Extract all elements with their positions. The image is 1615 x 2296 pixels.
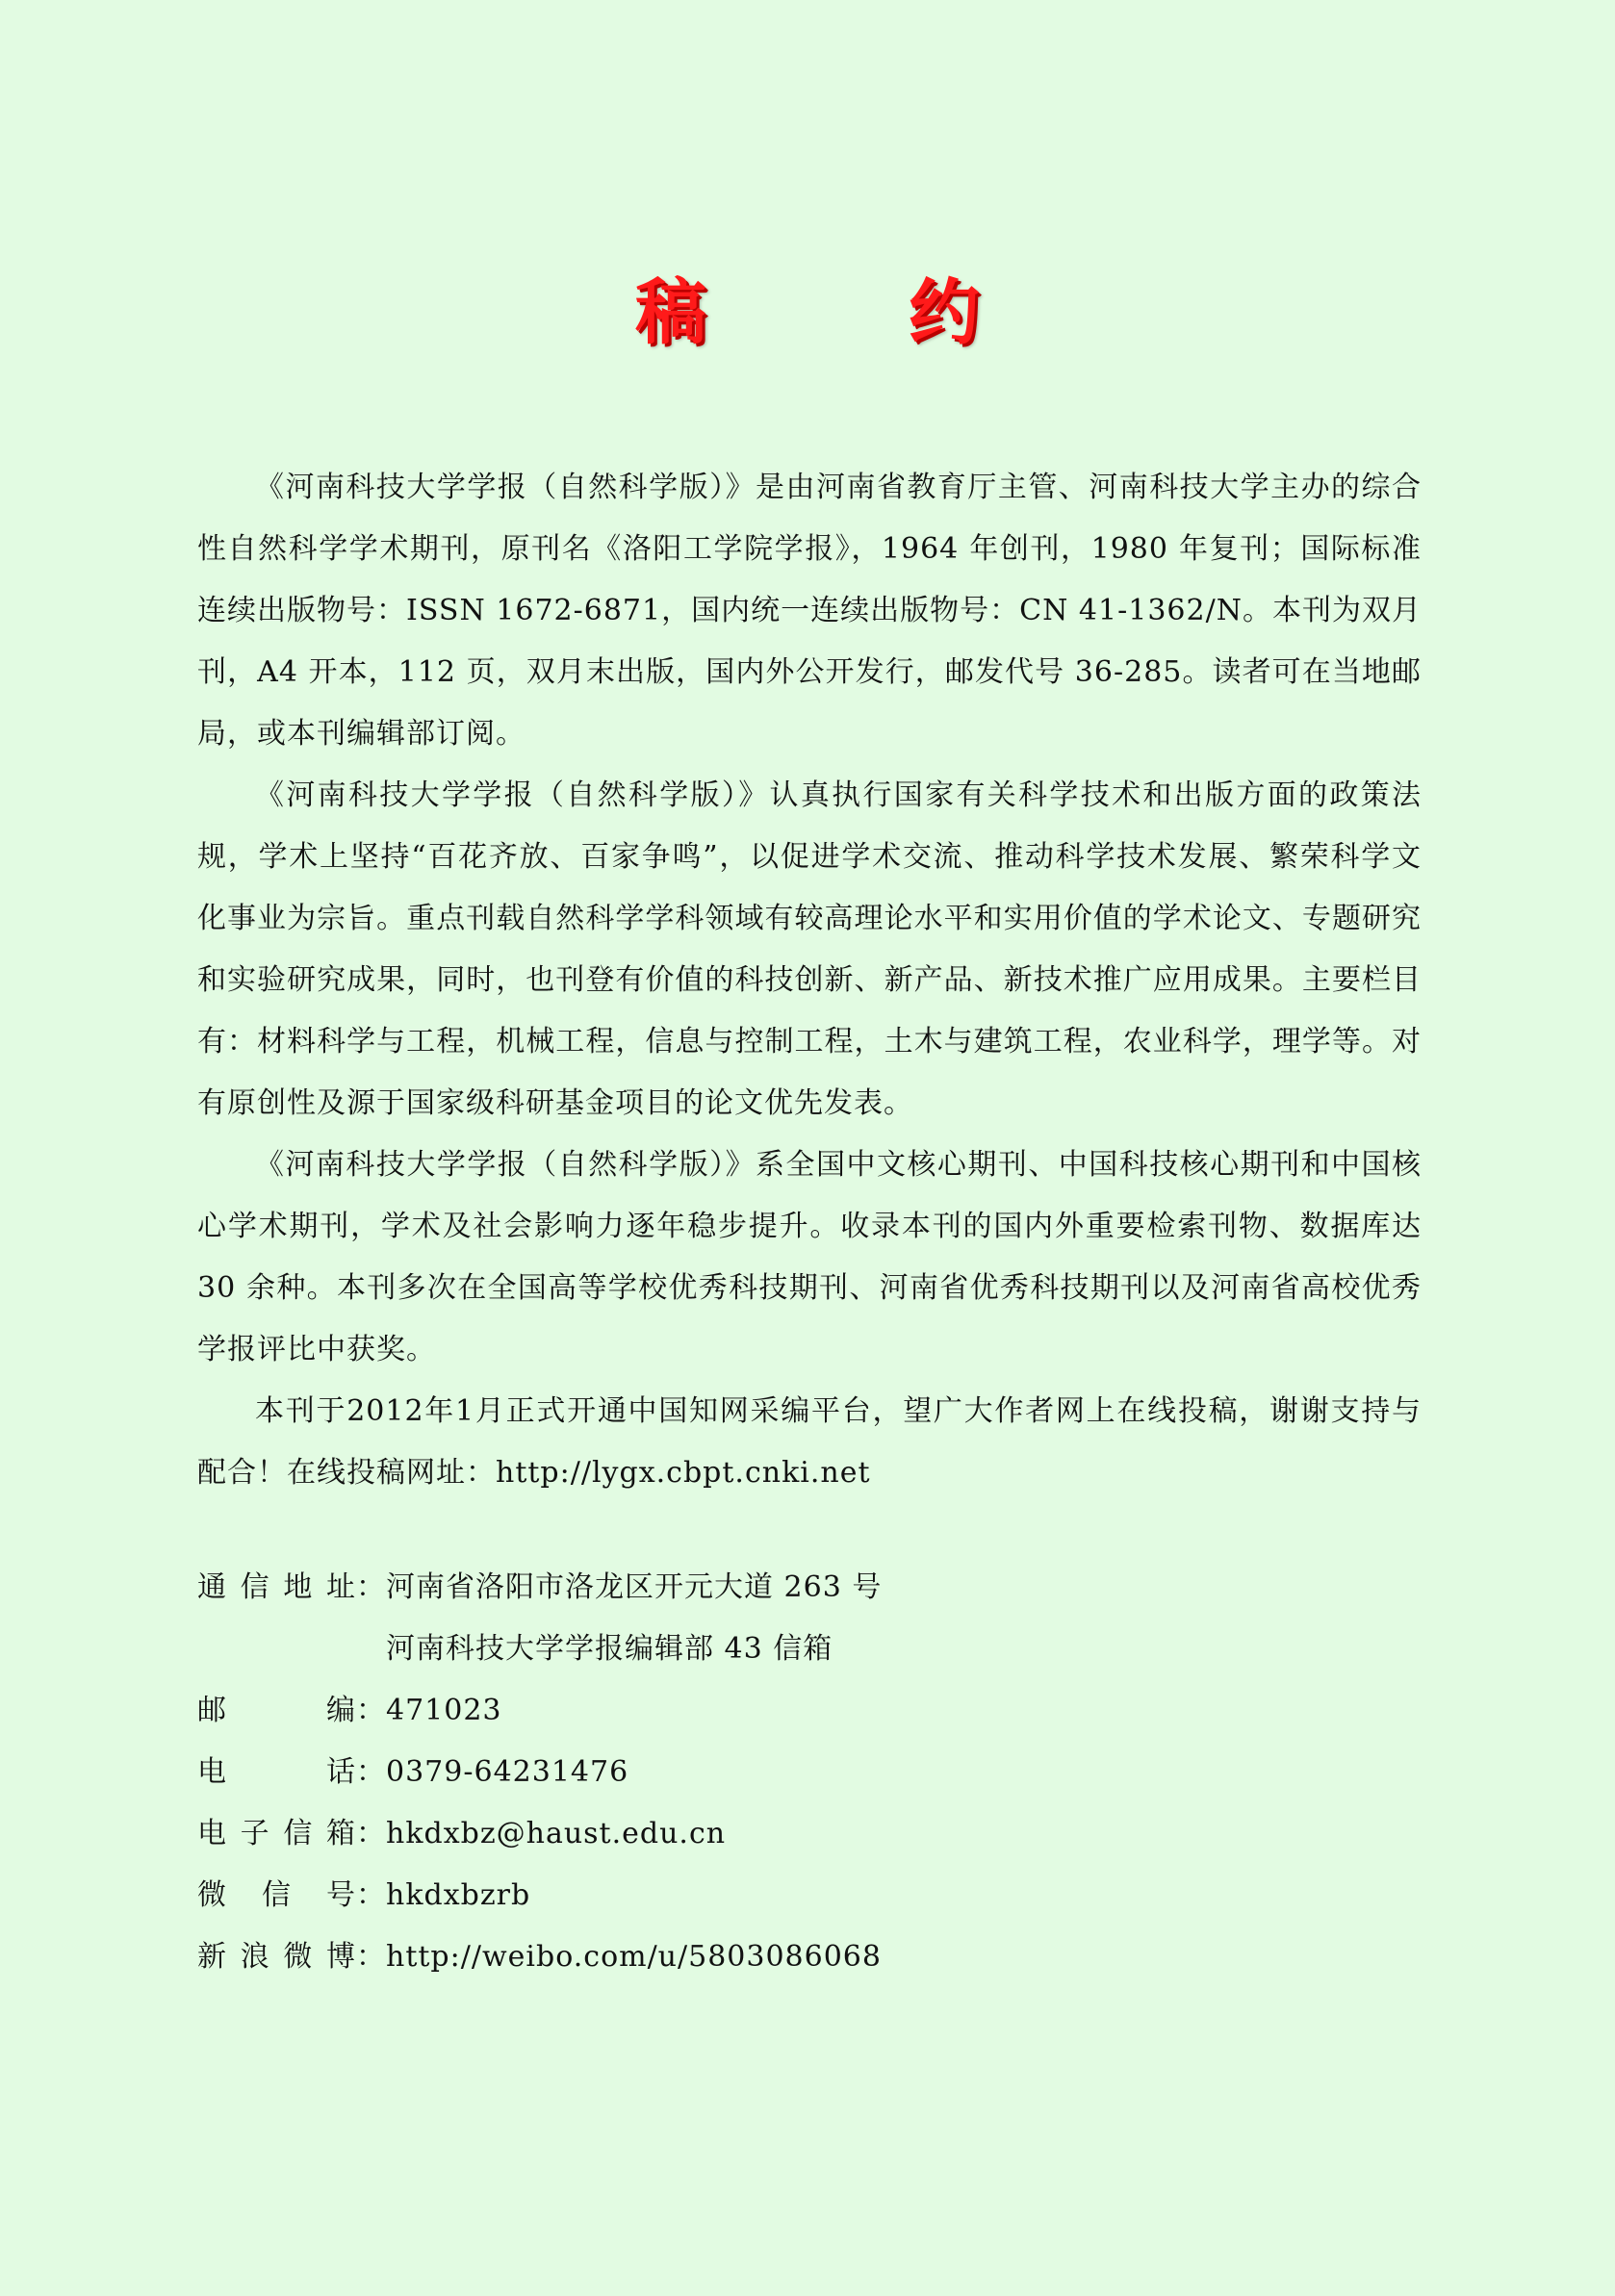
- paragraph-online-submission: 本刊于2012年1月正式开通中国知网采编平台，望广大作者网上在线投稿，谢谢支持与配合！在线投稿网址：http://lygx.cbpt.cnki.net: [197, 1394, 1422, 1490]
- contact-address-row-2: [197, 1619, 1422, 1680]
- page-title: [0, 260, 1615, 366]
- phone-value: 0379-64231476: [386, 1755, 629, 1789]
- contact-weibo-row: 新 浪 微 博 ： http://weibo.com/u/5803086068: [197, 1926, 1422, 1988]
- title-char-1: 稿: [635, 271, 706, 354]
- postcode-value: 471023: [386, 1694, 502, 1727]
- weibo-value[interactable]: http://weibo.com/u/5803086068: [386, 1940, 882, 1974]
- phone-label: 电 话: [197, 1755, 356, 1789]
- contact-wechat-row: 微 信 号 ： hkdxbzrb: [197, 1865, 1422, 1926]
- contact-postcode-row: 邮 编 ： 471023: [197, 1680, 1422, 1742]
- postcode-label: 邮 编: [197, 1694, 356, 1727]
- title-char-2: 约: [909, 271, 980, 354]
- contact-phone-row: 电 话 ： 0379-64231476: [197, 1742, 1422, 1803]
- email-value[interactable]: hkdxbz@haust.edu.cn: [386, 1817, 727, 1850]
- paragraph-overview: 《河南科技大学学报（自然科学版）》是由河南省教育厅主管、河南科技大学主办的综合性自然科学学术期刊，原刊名《洛阳工学院学报》，1964 年创刊，1980 年复刊；国际标准连续出版物号：ISSN 1672-6871，国内统一连续出版物号：CN 41-1362/N。本刊为双月刊，A4 开本，112 页，双月末出版，国内外公开发行，邮发代号 36-285。读者可在当地邮局，或本刊编辑部订阅。: [197, 471, 1422, 751]
- address-label: 通 信 地 址: [197, 1570, 356, 1604]
- address-value: 河南省洛阳市洛龙区开元大道 263 号: [386, 1570, 883, 1604]
- weibo-label: 新 浪 微 博: [197, 1940, 356, 1974]
- intro-body: [197, 457, 1422, 1504]
- paragraph-policy: 《河南科技大学学报（自然科学版）》认真执行国家有关科学技术和出版方面的政策法规，学术上坚持“百花齐放、百家争鸣”，以促进学术交流、推动科学技术发展、繁荣科学文化事业为宗旨。重点刊载自然科学学科领域有较高理论水平和实用价值的学术论文、专题研究和实验研究成果，同时，也刊登有价值的科技创新、新产品、新技术推广应用成果。主要栏目有：材料科学与工程，机械工程，信息与控制工程，土木与建筑工程，农业科学，理学等。对有原创性及源于国家级科研基金项目的论文优先发表。: [197, 778, 1422, 1120]
- paragraph-honors: 《河南科技大学学报（自然科学版）》系全国中文核心期刊、中国科技核心期刊和中国核心学术期刊，学术及社会影响力逐年稳步提升。收录本刊的国内外重要检索刊物、数据库达 30 余种。本刊多次在全国高等学校优秀科技期刊、河南省优秀科技期刊以及河南省高校优秀学报评比中获奖。: [197, 1148, 1422, 1366]
- contact-email-row: 电 子 信 箱 ： hkdxbz@haust.edu.cn: [197, 1803, 1422, 1865]
- wechat-label: 微 信 号: [197, 1878, 356, 1912]
- email-label: 电 子 信 箱: [197, 1817, 356, 1850]
- wechat-value: hkdxbzrb: [386, 1878, 531, 1912]
- contact-address-row: 通 信 地 址 ： 河南省洛阳市洛龙区开元大道 263 号: [197, 1557, 1422, 1619]
- address-value-2: 河南科技大学学报编辑部 43 信箱: [386, 1632, 833, 1666]
- contact-info: [197, 1557, 1422, 1988]
